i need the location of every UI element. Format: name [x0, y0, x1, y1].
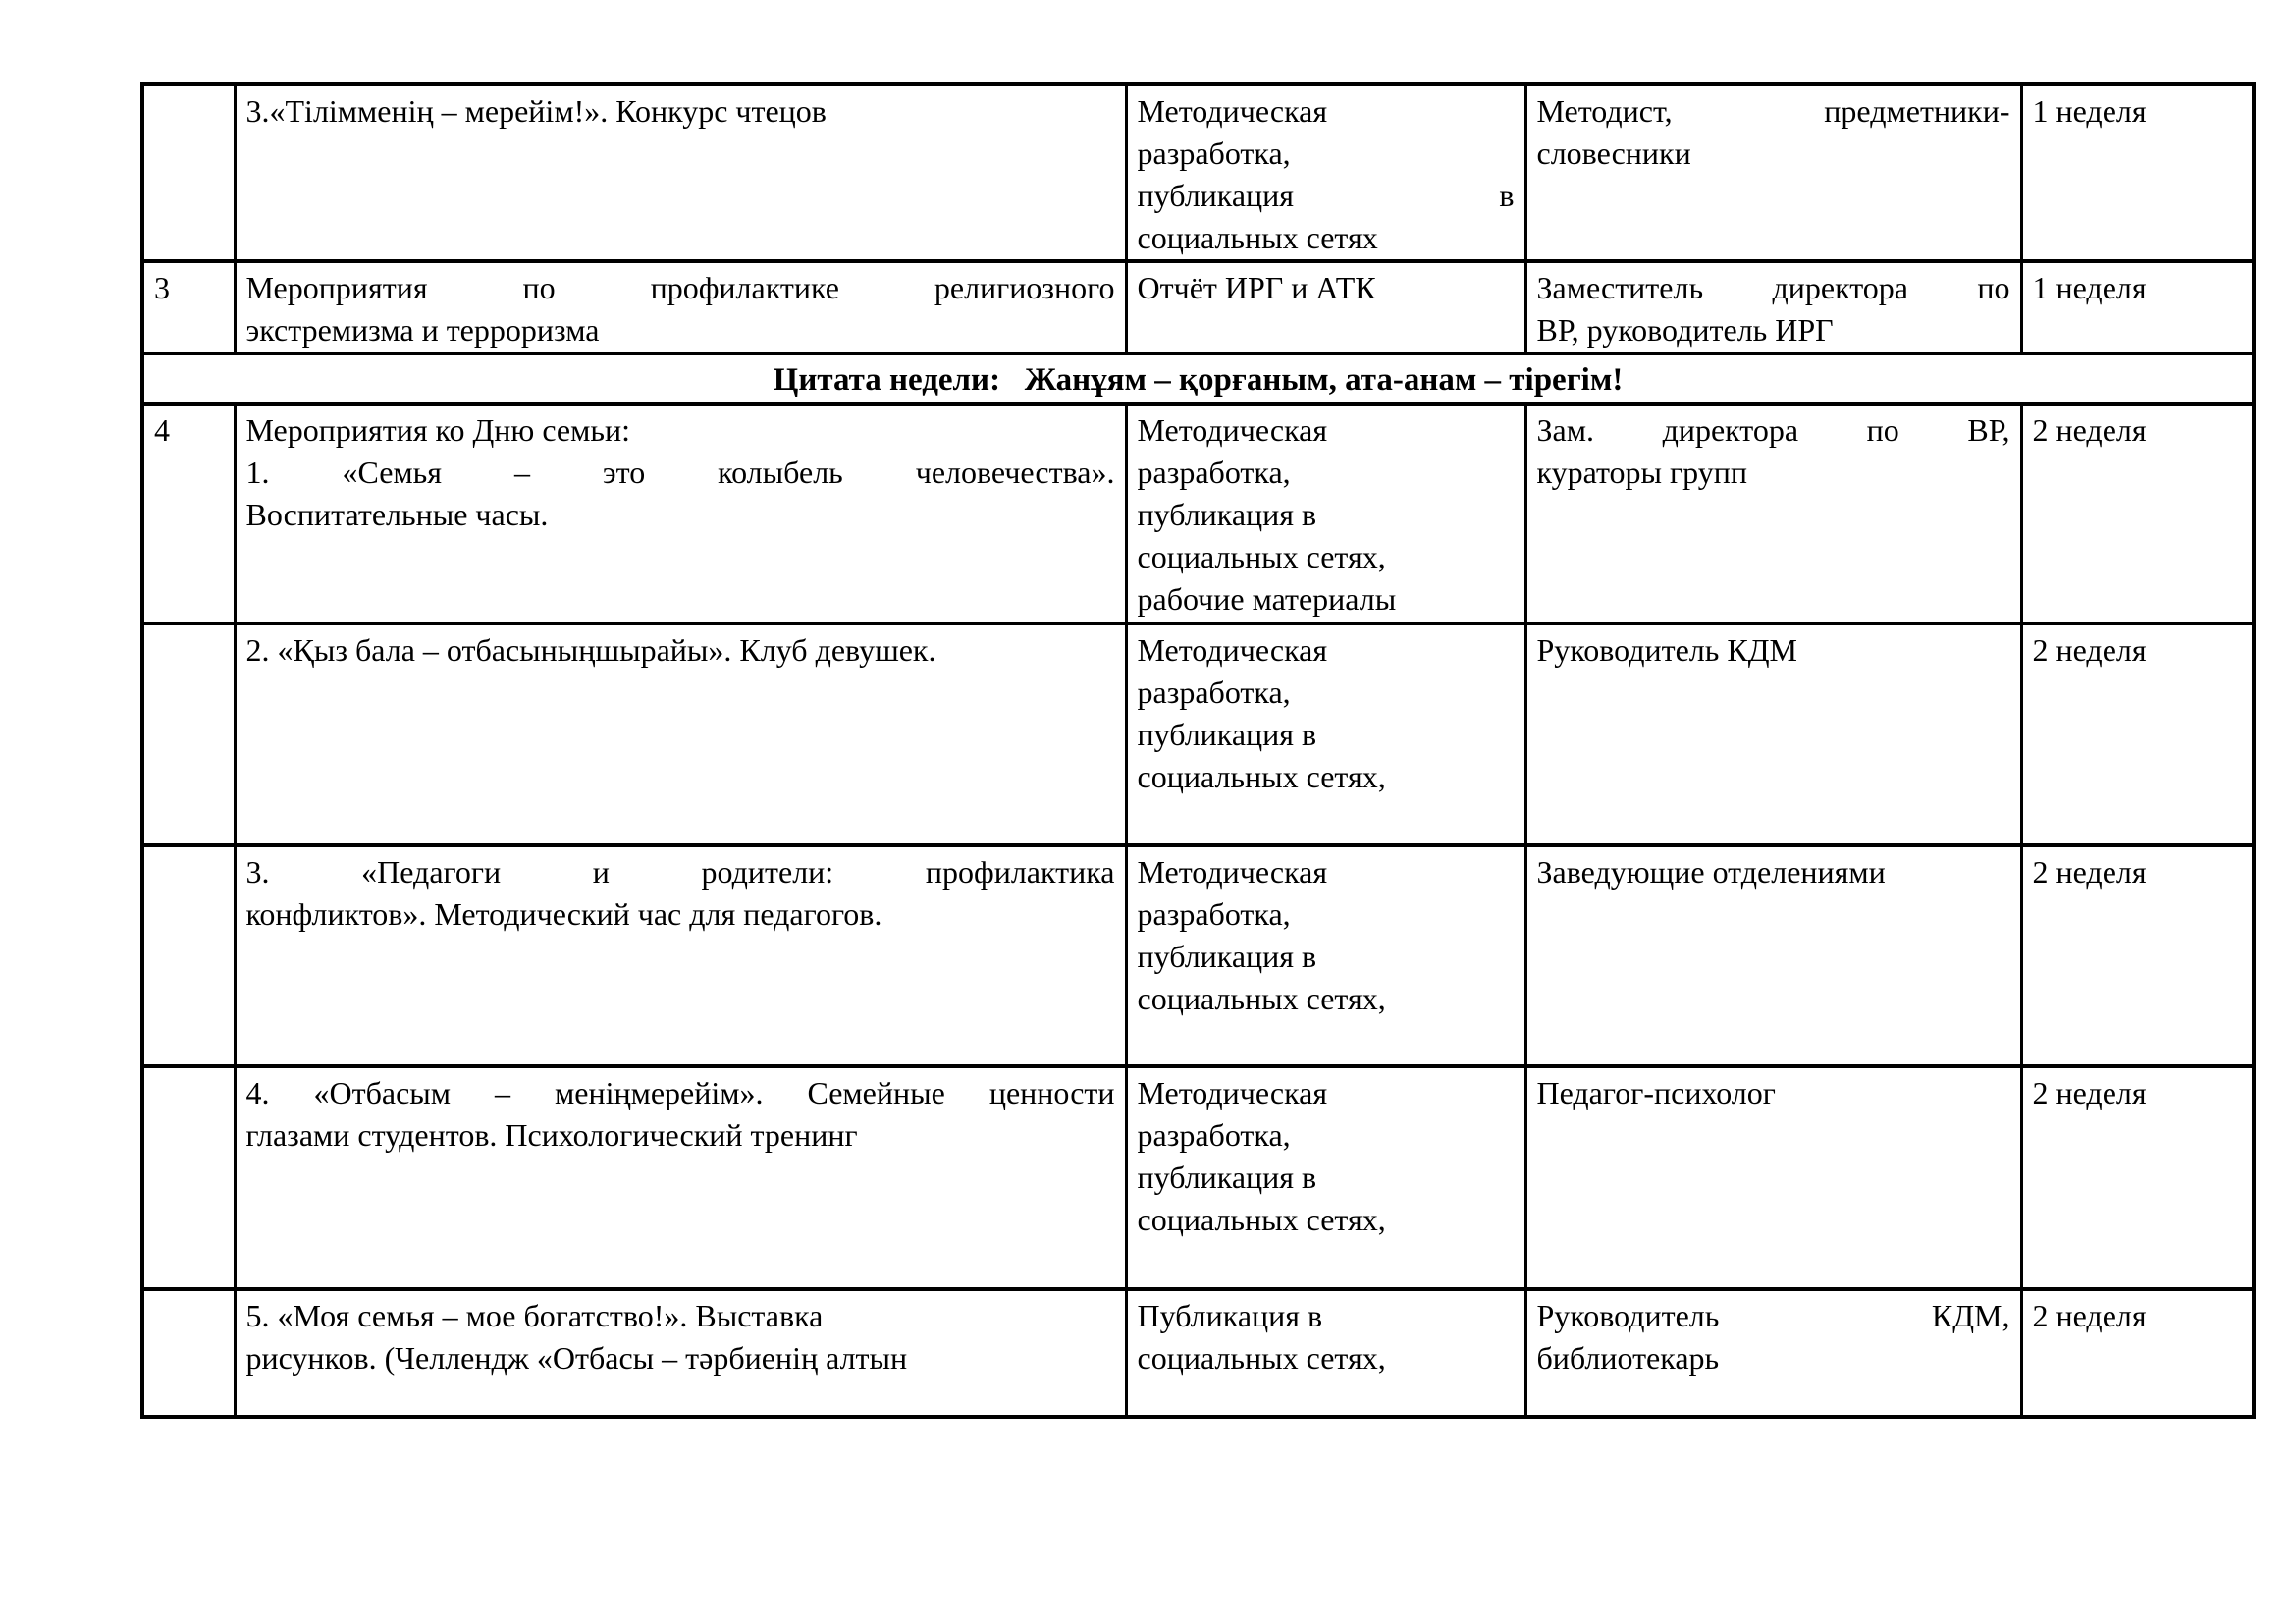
cell-text-line: Методическая — [1137, 1075, 1328, 1110]
timeframe-cell: 1 неделя — [2021, 84, 2254, 261]
cell-text-line: разработка, — [1137, 1117, 1291, 1153]
cell-text-line: Зам. директора по ВР, — [1536, 412, 2010, 448]
timeframe-cell: 2 неделя — [2021, 1289, 2254, 1417]
cell-text-line: библиотекарь — [1536, 1340, 1720, 1376]
responsible-cell — [1525, 845, 2021, 1066]
cell-text-line: 5. «Моя семья – мое богатство!». Выставка — [245, 1298, 824, 1333]
cell-text-line: Мероприятия по профилактике религиозного — [245, 270, 1115, 305]
activity-cell — [235, 623, 1126, 845]
responsible-cell — [1525, 84, 2021, 261]
row-number-cell: 4 — [142, 404, 235, 623]
cell-text-line: Руководитель КДМ, — [1536, 1298, 2010, 1333]
deliverable-cell — [1126, 1066, 1525, 1289]
responsible-cell — [1525, 623, 2021, 845]
cell-text-line: социальных сетях, — [1137, 981, 1386, 1016]
cell-text-line: разработка, — [1137, 135, 1291, 171]
cell-text-line: публикация в — [1137, 1160, 1317, 1195]
row-number-cell — [142, 84, 235, 261]
cell-text-line: Методист, предметники- — [1536, 93, 2010, 129]
cell-text-line: публикация в — [1137, 939, 1317, 974]
row-number-cell — [142, 1289, 235, 1417]
deliverable-cell — [1126, 623, 1525, 845]
deliverable-cell — [1126, 404, 1525, 623]
cell-text-line: ВР, руководитель ИРГ — [1536, 312, 1834, 348]
cell-text-line: Публикация в — [1137, 1298, 1323, 1333]
row-number-cell: 3 — [142, 261, 235, 353]
timeframe-cell: 2 неделя — [2021, 845, 2254, 1066]
cell-text-line: публикация в — [1137, 178, 1515, 213]
timeframe-cell: 1 неделя — [2021, 261, 2254, 353]
activity-cell — [235, 84, 1126, 261]
table-row — [142, 404, 2254, 623]
activity-cell — [235, 404, 1126, 623]
cell-text-line: публикация в — [1137, 717, 1317, 752]
cell-text-line: Методическая — [1137, 632, 1328, 668]
cell-text-line: кураторы групп — [1536, 455, 1747, 490]
cell-text-line: глазами студентов. Психологический тренинг — [245, 1117, 858, 1153]
cell-text-line: Отчёт ИРГ и АТК — [1137, 270, 1376, 305]
quote-row — [142, 353, 2254, 404]
week-quote: Цитата недели: Жанұям – қорғаным, ата-анам – тірегім! — [142, 353, 2254, 404]
timeframe-cell: 2 неделя — [2021, 404, 2254, 623]
responsible-cell — [1525, 404, 2021, 623]
table-row — [142, 84, 2254, 261]
responsible-cell — [1525, 261, 2021, 353]
plan-table-body — [142, 84, 2254, 1417]
deliverable-cell — [1126, 845, 1525, 1066]
table-row — [142, 623, 2254, 845]
activity-cell — [235, 1289, 1126, 1417]
cell-text-line: 4. «Отбасым – меніңмерейім». Семейные ценности — [245, 1075, 1115, 1110]
deliverable-cell — [1126, 84, 1525, 261]
cell-text-line: 3.«Тілімменің – мерейім!». Конкурс чтецов — [245, 93, 827, 129]
cell-text-line: социальных сетях, — [1137, 539, 1386, 574]
cell-text-line: Методическая — [1137, 412, 1328, 448]
cell-text-line: Методическая — [1137, 854, 1328, 890]
cell-text-line: рисунков. (Челлендж «Отбасы – тәрбиенің алтын — [245, 1340, 908, 1376]
activity-cell — [235, 845, 1126, 1066]
cell-text-line: Заместитель директора по — [1536, 270, 2010, 305]
deliverable-cell — [1126, 1289, 1525, 1417]
cell-text-line: разработка, — [1137, 455, 1291, 490]
cell-text-line: 1. «Семья – это колыбель человечества». — [245, 455, 1115, 490]
timeframe-cell: 2 неделя — [2021, 1066, 2254, 1289]
row-number-cell — [142, 623, 235, 845]
timeframe-cell: 2 неделя — [2021, 623, 2254, 845]
cell-text-line: экстремизма и терроризма — [245, 312, 600, 348]
activity-cell — [235, 1066, 1126, 1289]
cell-text-line: Педагог-психолог — [1536, 1075, 1776, 1110]
cell-text-line: социальных сетях — [1137, 220, 1378, 255]
table-row — [142, 261, 2254, 353]
table-row — [142, 1289, 2254, 1417]
cell-text-line: словесники — [1536, 135, 1691, 171]
cell-text-line: Методическая — [1137, 93, 1328, 129]
cell-text-line: социальных сетях, — [1137, 759, 1386, 794]
cell-text-line: 3. «Педагоги и родители: профилактика — [245, 854, 1115, 890]
cell-text-line: Мероприятия ко Дню семьи: — [245, 412, 630, 448]
plan-table — [140, 82, 2256, 1419]
cell-text-line: разработка, — [1137, 675, 1291, 710]
cell-text-line: Воспитательные часы. — [245, 497, 549, 532]
row-number-cell — [142, 845, 235, 1066]
deliverable-cell — [1126, 261, 1525, 353]
table-row — [142, 845, 2254, 1066]
cell-text-line: конфликтов». Методический час для педагогов. — [245, 896, 882, 932]
responsible-cell — [1525, 1289, 2021, 1417]
row-number-cell — [142, 1066, 235, 1289]
cell-text-line: социальных сетях, — [1137, 1202, 1386, 1237]
cell-text-line: социальных сетях, — [1137, 1340, 1386, 1376]
cell-text-line: 2. «Қыз бала – отбасыныңшырайы». Клуб девушек. — [245, 632, 936, 668]
cell-text-line: разработка, — [1137, 896, 1291, 932]
cell-text-line: Заведующие отделениями — [1536, 854, 1886, 890]
cell-text-line: рабочие материалы — [1137, 581, 1397, 617]
responsible-cell — [1525, 1066, 2021, 1289]
table-row — [142, 1066, 2254, 1289]
cell-text-line: Руководитель КДМ — [1536, 632, 1797, 668]
cell-text-line: публикация в — [1137, 497, 1317, 532]
activity-cell — [235, 261, 1126, 353]
